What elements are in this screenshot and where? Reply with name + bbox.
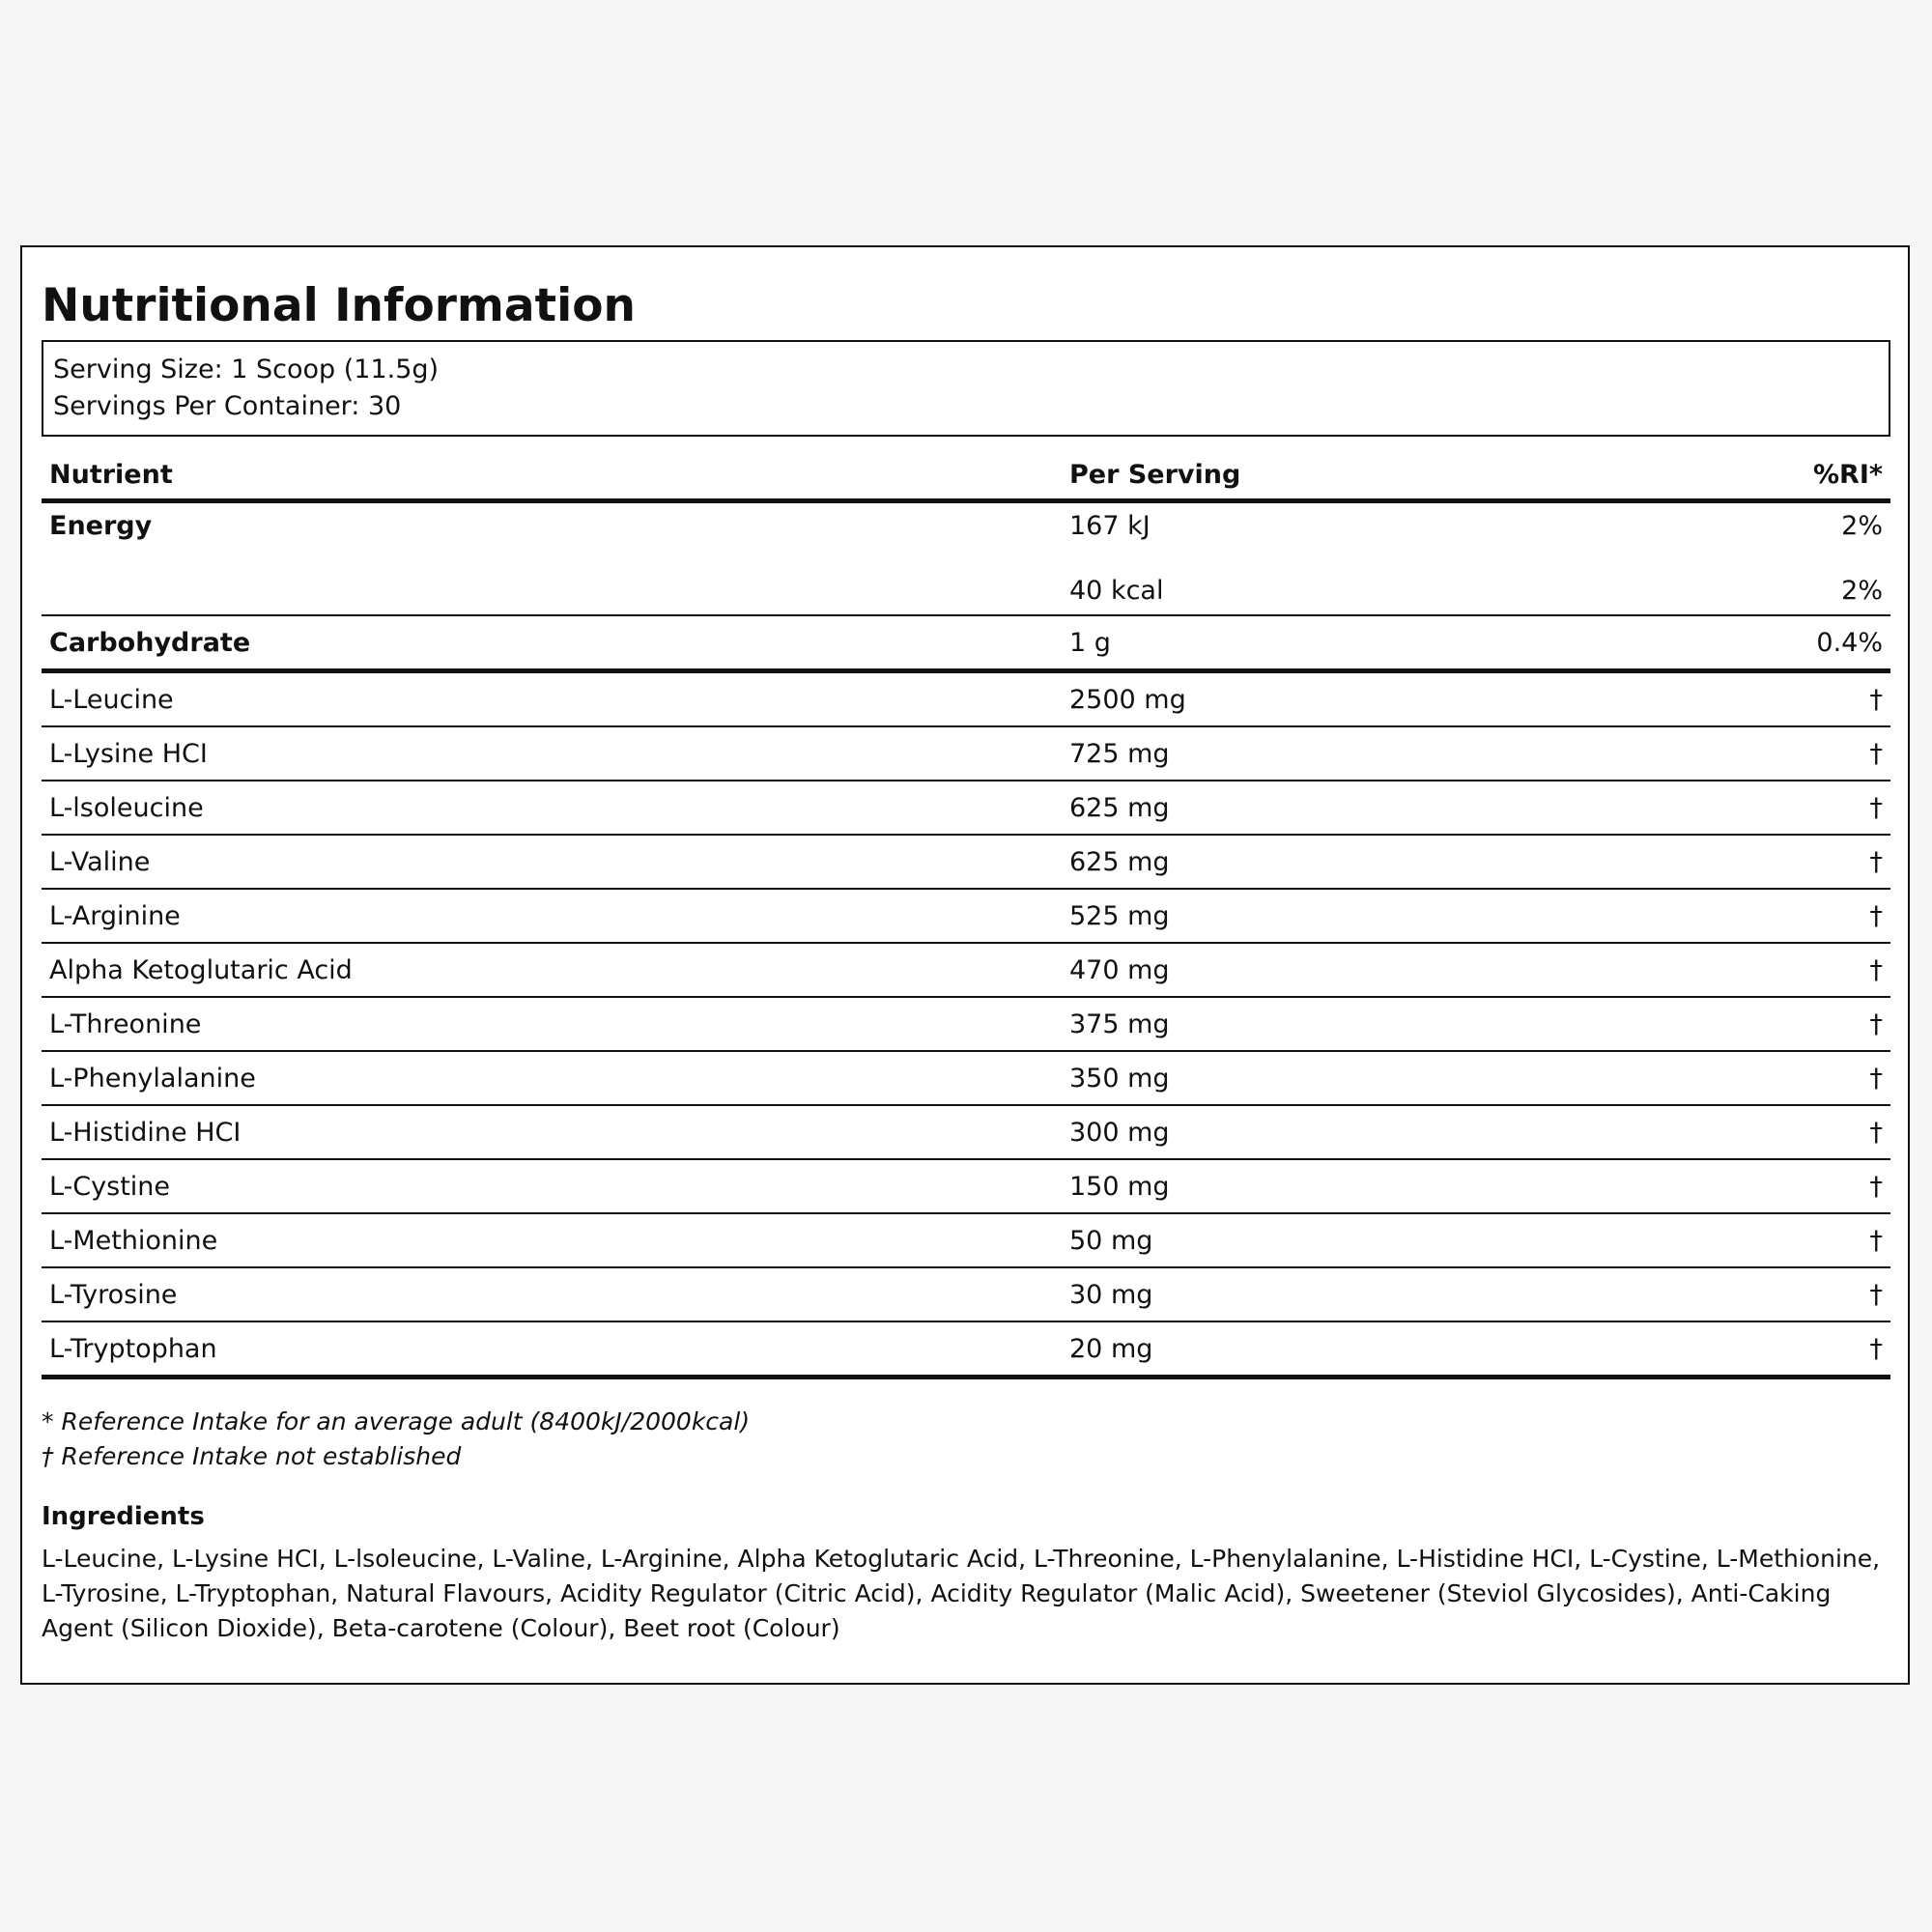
nutrient-name: L-lsoleucine: [42, 781, 1062, 835]
footnote-not-established: † Reference Intake not established: [42, 1442, 462, 1470]
table-row: [42, 1051, 1890, 1105]
nutrient-ri: †: [1632, 1051, 1890, 1105]
nutrient-amount: 625 mg: [1062, 781, 1632, 835]
nutrient-name: Alpha Ketoglutaric Acid: [42, 943, 1062, 997]
nutrient-ri: †: [1632, 1267, 1890, 1321]
header-ri: %RI*: [1632, 450, 1890, 501]
nutrient-amount: 300 mg: [1062, 1105, 1632, 1159]
ingredients-heading: Ingredients: [42, 1502, 205, 1531]
nutrient-name: L-Tryptophan: [42, 1321, 1062, 1378]
nutrient-ri: †: [1632, 1321, 1890, 1378]
nutrient-name: L-Leucine: [42, 671, 1062, 727]
nutrient-ri: †: [1632, 1213, 1890, 1267]
energy-kcal-ri: 2%: [1632, 566, 1890, 615]
footnote-reference-intake: * Reference Intake for an average adult (8400kJ/2000kcal): [42, 1407, 751, 1435]
nutrient-amount: 50 mg: [1062, 1213, 1632, 1267]
energy-kcal-value: 40 kcal: [1062, 566, 1632, 615]
nutrient-amount: 2500 mg: [1062, 671, 1632, 727]
nutrient-ri: †: [1632, 781, 1890, 835]
nutrient-ri: †: [1632, 889, 1890, 943]
nutrition-table-body: [42, 501, 1890, 1378]
serving-info-box: [42, 340, 1890, 437]
table-row: [42, 835, 1890, 889]
table-row: [42, 781, 1890, 835]
nutrient-name: L-Arginine: [42, 889, 1062, 943]
nutrition-panel-content: [42, 272, 1890, 1646]
nutrient-name: L-Cystine: [42, 1159, 1062, 1213]
nutrient-name: L-Valine: [42, 835, 1062, 889]
nutrient-ri: †: [1632, 1159, 1890, 1213]
carbohydrate-value: 1 g: [1062, 615, 1632, 671]
nutrient-ri: †: [1632, 1105, 1890, 1159]
table-row: [42, 1213, 1890, 1267]
nutrient-amount: 150 mg: [1062, 1159, 1632, 1213]
servings-per-container: Servings Per Container: 30: [53, 391, 402, 421]
energy-row-kcal: [42, 566, 1890, 615]
table-row: [42, 1105, 1890, 1159]
nutrient-ri: †: [1632, 726, 1890, 781]
nutrient-amount: 625 mg: [1062, 835, 1632, 889]
nutrient-amount: 375 mg: [1062, 997, 1632, 1051]
table-row: [42, 671, 1890, 727]
nutrient-amount: 525 mg: [1062, 889, 1632, 943]
energy-row-kj: [42, 501, 1890, 567]
nutrient-name: L-Lysine HCI: [42, 726, 1062, 781]
carbohydrate-row: [42, 615, 1890, 671]
table-row: [42, 1159, 1890, 1213]
energy-kcal-label-empty: [42, 566, 1062, 615]
footnotes: [42, 1405, 1890, 1474]
table-row: [42, 726, 1890, 781]
energy-kj-ri: 2%: [1841, 511, 1883, 541]
carbohydrate-ri: 0.4%: [1632, 615, 1890, 671]
carbohydrate-label: Carbohydrate: [42, 615, 1062, 671]
nutrient-ri: †: [1632, 997, 1890, 1051]
nutrient-ri: †: [1632, 835, 1890, 889]
nutrition-panel: [20, 245, 1910, 1685]
nutrition-table: [42, 450, 1890, 1379]
nutrient-amount: 725 mg: [1062, 726, 1632, 781]
table-row: [42, 1267, 1890, 1321]
nutrient-ri: †: [1632, 943, 1890, 997]
nutrient-name: L-Histidine HCI: [42, 1105, 1062, 1159]
nutrient-name: L-Phenylalanine: [42, 1051, 1062, 1105]
nutrient-ri: †: [1632, 671, 1890, 727]
header-nutrient: Nutrient: [42, 450, 1062, 501]
nutrient-amount: 30 mg: [1062, 1267, 1632, 1321]
nutrient-name: L-Methionine: [42, 1213, 1062, 1267]
ingredients-text: L-Leucine, L-Lysine HCI, L-lsoleucine, L-Valine, L-Arginine, Alpha Ketoglutaric Acid, L-Threonine, L-Phenylalanine, L-Histidine HCI, L-Cystine, L-Methionine, L-Tyrosine, L-Tryptophan, Natural Flavours, Acidity Regulator (Citric Acid), Acidity Regulator (Malic Acid), Sweetener (Steviol Glycosides), Anti-Caking Agent (Silicon Dioxide), Beta-carotene (Colour), Beet root (Colour): [42, 1545, 1881, 1642]
table-row: [42, 889, 1890, 943]
table-header-row: [42, 450, 1890, 501]
table-row: [42, 1321, 1890, 1378]
nutrient-name: L-Threonine: [42, 997, 1062, 1051]
header-per-serving: Per Serving: [1062, 450, 1632, 501]
page-title: Nutritional Information: [42, 279, 636, 332]
table-row: [42, 997, 1890, 1051]
serving-size: Serving Size: 1 Scoop (11.5g): [53, 355, 440, 384]
nutrient-amount: 350 mg: [1062, 1051, 1632, 1105]
energy-kj-value: 167 kJ: [1069, 511, 1151, 541]
table-row: [42, 943, 1890, 997]
energy-label: Energy: [49, 511, 153, 541]
nutrient-amount: 470 mg: [1062, 943, 1632, 997]
nutrient-amount: 20 mg: [1062, 1321, 1632, 1378]
nutrient-name: L-Tyrosine: [42, 1267, 1062, 1321]
